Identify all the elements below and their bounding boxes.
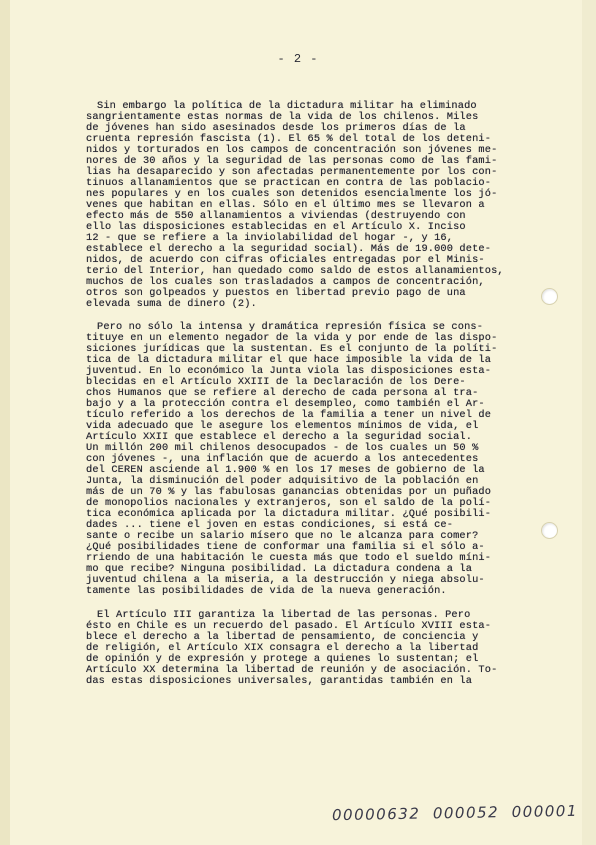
doc-line: Pero no sólo la intensa y dramática represión física se cons- xyxy=(97,321,484,333)
doc-line: tica de la dictadura militar el que hace imposible la vida de la xyxy=(86,354,492,366)
scan-left-edge xyxy=(0,0,10,845)
doc-line: con jóvenes -, una inflación que de acuerdo a los antecedentes xyxy=(86,453,479,465)
doc-line: establece el derecho a la seguridad social). Más de 19.000 dete- xyxy=(86,243,492,255)
doc-line: tituye en un elemento negador de la vida y por ende de las dispo- xyxy=(86,332,498,344)
doc-line: terio del Interior, han quedado como saldo de estos allanamientos, xyxy=(86,265,504,277)
doc-line: mo que recibe? Ninguna posibilidad. La dictadura condena a la xyxy=(86,563,473,575)
doc-line: nidos, de acuerdo con cifras oficiales entregadas por el Minis- xyxy=(86,254,485,266)
doc-line: ésto en Chile es un recuerdo del pasado. El Artículo XVIII esta- xyxy=(86,620,492,632)
doc-line: nidos y torturados en los campos de concentración son jóvenes me- xyxy=(86,144,498,156)
doc-line: Sin embargo la política de la dictadura militar ha eliminado xyxy=(97,100,477,112)
doc-line: Un millón 200 mil chilenos desocupados - de los cuales un 50 % xyxy=(86,442,479,454)
doc-line: Artículo XXII que establece el derecho a la seguridad social. xyxy=(86,431,473,443)
page-number: - 2 - xyxy=(277,52,319,66)
doc-line: 12 - que se refiere a la inviolabilidad del hogar -, y 16, xyxy=(86,232,454,244)
doc-line: tículo referido a los derechos de la familia a tener un nivel de xyxy=(86,409,492,421)
punch-hole xyxy=(541,288,558,305)
doc-line: de religión, el Artículo XIX consagra el derecho a la libertad xyxy=(86,642,479,654)
doc-line: muchos de los cuales son trasladados a campos de concentración, xyxy=(86,276,485,288)
doc-line: venes que habitan en ellas. Sólo en el último mes se llevaron a xyxy=(86,199,485,211)
doc-line: tamente las posibilidades de vida de la nueva generación. xyxy=(86,585,447,597)
doc-line: nores de 30 años y la seguridad de las personas como de las fami- xyxy=(86,155,498,167)
doc-line: cruenta represión fascista (1). El 65 % del total de los deteni- xyxy=(86,133,492,145)
doc-line: Junta, la disminución del poder adquisitivo de la población en xyxy=(86,475,479,487)
doc-line: tica económica aplicada por la dictadura militar. ¿Qué posibili- xyxy=(86,508,492,520)
doc-line: juventud. En lo económico la Junta viola las disposiciones esta- xyxy=(86,365,492,377)
doc-line: ¿Qué posibilidades tiene de conformar una familia si el sólo a- xyxy=(86,541,485,553)
doc-line: blece el derecho a la libertad de pensamiento, de conciencia y xyxy=(86,631,479,643)
doc-line: elevada suma de dinero (2). xyxy=(86,298,257,310)
doc-line: chos Humanos que se refiere al derecho de cada persona al tra- xyxy=(86,387,479,399)
punch-hole xyxy=(541,522,558,539)
doc-line: lias ha desaparecido y son afectadas permanentemente por los con- xyxy=(86,166,498,178)
doc-line: Artículo XX determina la libertad de reunión y de asociación. To- xyxy=(86,664,498,676)
doc-line: vida adecuado que le asegure los elementos mínimos de vida, el xyxy=(86,420,479,432)
doc-line: del CEREN asciende al 1.900 % en los 17 meses de gobierno de la xyxy=(86,464,485,476)
doc-line: blecidas en el Artículo XXIII de la Declaración de los Dere- xyxy=(86,376,466,388)
scan-right-edge xyxy=(582,0,596,845)
doc-line: ello las disposiciones establecidas en el Artículo X. Inciso xyxy=(86,221,466,233)
doc-line: juventud chilena a la miseria, a la destrucción y niega absolu- xyxy=(86,574,485,586)
doc-line: efecto más de 550 allanamientos a viviendas (destruyendo con xyxy=(86,210,466,222)
doc-line: nes populares y en los cuales son detenidos esencialmente los jó- xyxy=(86,188,498,200)
doc-line: bajo y a la protección contra el desempleo, como también el Ar- xyxy=(86,398,485,410)
doc-line: sangrientamente estas normas de la vida de los chilenos. Miles xyxy=(86,111,479,123)
doc-line: de opinión y de expresión y protege a quienes lo sustentan; el xyxy=(86,653,479,665)
doc-line: de monopolios nacionales y extranjeros, son el saldo de la polí- xyxy=(86,497,492,509)
doc-line: tinuos allanamientos que se practican en contra de las poblacio- xyxy=(86,177,492,189)
archive-code: 00000632 000052 000001 xyxy=(331,801,579,825)
doc-line: sante o recibe un salario mísero que no le alcanza para comer? xyxy=(86,530,479,542)
doc-line: otros son golpeados y puestos en libertad previo pago de una xyxy=(86,287,466,299)
doc-line: El Artículo III garantiza la libertad de las personas. Pero xyxy=(97,609,471,621)
doc-line: dades ... tiene el joven en estas condiciones, si está ce- xyxy=(86,519,454,531)
doc-line: más de un 70 % y las fabulosas ganancias obtenidas por un puñado xyxy=(86,486,492,498)
doc-line: das estas disposiciones universales, garantidas también en la xyxy=(86,675,473,687)
doc-line: rriendo de una habitación le cuesta más que todo el sueldo míni- xyxy=(86,552,492,564)
doc-line: siciones jurídicas que la sustentan. Es el conjunto de la políti- xyxy=(86,343,498,355)
doc-line: de jóvenes han sido asesinados desde los primeros días de la xyxy=(86,122,466,134)
